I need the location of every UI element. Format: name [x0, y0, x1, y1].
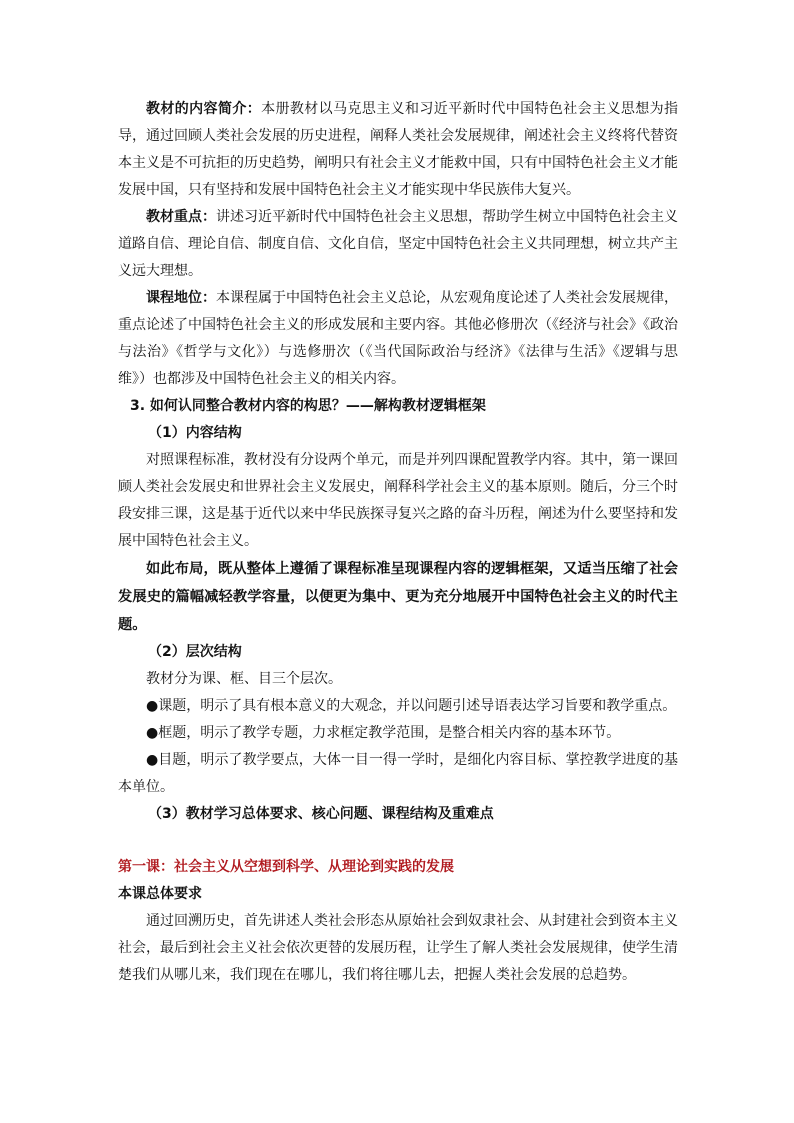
- section-heading-q3: 3. 如何认同整合教材内容的构思？——解构教材逻辑框架: [130, 398, 486, 414]
- status-text: 本课程属于中国特色社会主义总论，从宏观角度论述了人类社会发展规律，重点论述了中国特色社会主义的形成发展和主要内容。其他必修册次（《经济与社会》《政治与法治》《哲学与文化》）与选修册次（《当代国际政治与经济》《法律与生活》《逻辑与思维》）也都涉及中国特色社会主义的相关内容。: [118, 290, 678, 387]
- focus-text: 讲述习近平新时代中国特色社会主义思想，帮助学生树立中国特色社会主义道路自信、理论自信、制度自信、文化自信，坚定中国特色社会主义共同理想，树立共产主义远大理想。: [118, 209, 678, 279]
- requirements-heading: （3）教材学习总体要求、核心问题、课程结构及重难点: [148, 806, 494, 822]
- intro-label: 教材的内容简介：: [146, 101, 262, 117]
- status-paragraph: [118, 285, 678, 393]
- focus-paragraph: [118, 204, 678, 285]
- focus-label: 教材重点：: [146, 209, 216, 225]
- document-page: [118, 96, 678, 989]
- intro-paragraph: [118, 96, 678, 204]
- level-structure-intro: 教材分为课、框、目三个层次。: [146, 671, 342, 687]
- content-structure-bold-paragraph: 如此布局，既从整体上遵循了课程标准呈现课程内容的逻辑框架，又适当压缩了社会发展史的篇幅减轻教学容量，以便更为集中、更为充分地展开中国特色社会主义的时代主题。: [118, 561, 678, 633]
- intro-text: 本册教材以马克思主义和习近平新时代中国特色社会主义思想为指导，通过回顾人类社会发展的历史进程，阐释人类社会发展规律，阐述社会主义终将代替资本主义是不可抗拒的历史趋势，阐明只有社会主义才能救中国，只有中国特色社会主义才能发展中国，只有坚持和发展中国特色社会主义才能实现中华民族伟大复兴。: [118, 101, 679, 198]
- level-structure-heading: （2）层次结构: [148, 644, 242, 660]
- lesson-requirements-paragraph: 通过回溯历史，首先讲述人类社会形态从原始社会到奴隶社会、从封建社会到资本主义社会，最后到社会主义社会依次更替的发展历程，让学生了解人类社会发展规律，使学生清楚我们从哪儿来，我们现在在哪儿，我们将往哪儿去，把握人类社会发展的总趋势。: [118, 913, 678, 983]
- level-bullet-item: ●目题，明示了教学要点，大体一目一得一学时，是细化内容目标、掌控教学进度的基本单位。: [118, 752, 678, 795]
- lesson-sub-heading: 本课总体要求: [118, 886, 202, 902]
- content-structure-paragraph: 对照课程标准，教材没有分设两个单元，而是并列四课配置教学内容。其中，第一课回顾人类社会发展史和世界社会主义发展史，阐释科学社会主义的基本原则。随后，分三个时段安排三课，这是基于近代以来中华民族探寻复兴之路的奋斗历程，阐述为什么要坚持和发展中国特色社会主义。: [118, 452, 678, 549]
- content-structure-heading: （1）内容结构: [148, 425, 242, 441]
- level-bullet-frame: ●框题，明示了教学专题，力求框定教学范围，是整合相关内容的基本环节。: [146, 725, 621, 741]
- status-label: 课程地位：: [146, 290, 216, 306]
- lesson-title: 第一课：社会主义从空想到科学、从理论到实践的发展: [118, 859, 454, 875]
- level-bullet-lesson: ●课题，明示了具有根本意义的大观念，并以问题引述导语表达学习旨要和教学重点。: [146, 698, 677, 714]
